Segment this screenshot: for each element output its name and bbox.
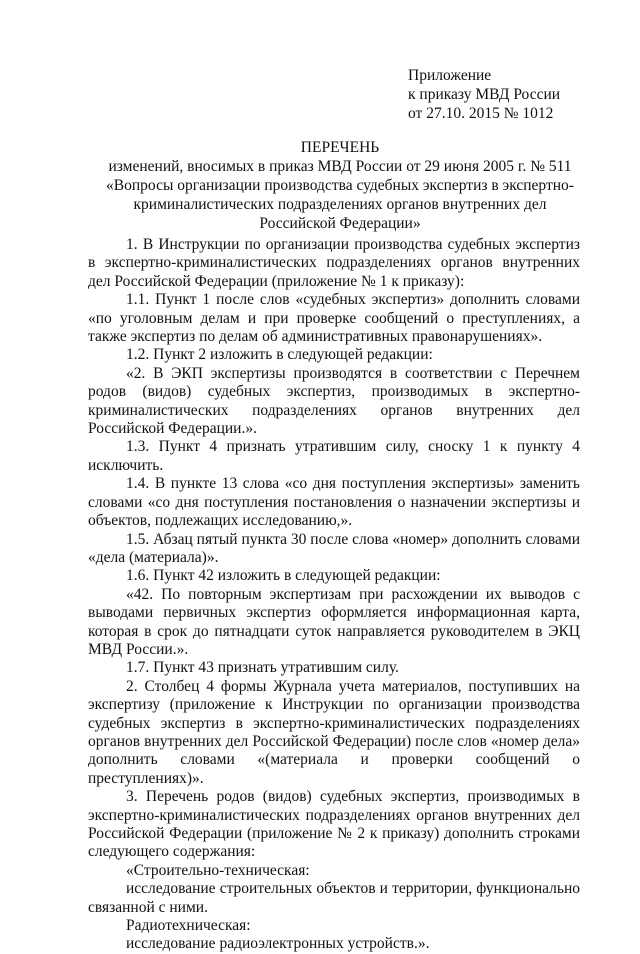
paragraph-1: 1. В Инструкции по организации производства судебных экспертиз в экспертно-криминалистических подразделениях органов внутренних дел Российской Федерации (приложение № 1 к приказу): (88, 236, 580, 290)
paragraph-1-3: 1.3. Пункт 4 признать утратившим силу, сноску 1 к пункту 4 исключить. (88, 438, 580, 474)
paragraph-3-item-1-text: исследование строительных объектов и территории, функционально связанной с ними. (88, 880, 580, 916)
paragraph-3-item-1: «Строительно-техническая: (126, 861, 310, 879)
heading-line-2: «Вопросы организации производства судебных экспертиз в экспертно- (106, 177, 574, 194)
paragraph-1-6-text: «42. По повторным экспертизам при расхождении их выводов с выводами первичных экспертиз оформляется информационная карта, которая в срок до пятнадцати суток направляется руководителем в ЭКЦ МВД России.». (88, 585, 580, 658)
appendix-order-ref: к приказу МВД России (408, 86, 561, 103)
paragraph-1-4: 1.4. В пункте 13 слова «со дня поступления экспертизы» заменить словами «со дня поступления постановления о назначении экспертизы и объектов, подлежащих исследованию,». (88, 475, 580, 530)
paragraph-3: 3. Перечень родов (видов) судебных экспертиз, производимых в экспертно-криминалистических подразделениях органов внутренних дел Российской Федерации (приложение № 2 к приказу) дополнить строками следующего содержания: (88, 788, 580, 861)
paragraph-3-item-2-text: исследование радиоэлектронных устройств.». (126, 935, 430, 953)
document-title: ПЕРЕЧЕНЬ (300, 139, 380, 156)
document-body (88, 236, 580, 954)
paragraph-1-2-text: «2. В ЭКП экспертизы производятся в соответствии с Перечнем родов (видов) судебных экспертиз, производимых в экспертно-криминалистических подразделениях органов внутренних дел Российской Федерации.». (88, 364, 580, 438)
paragraph-3-item-2: Радиотехническая: (126, 917, 251, 935)
appendix-order-date: от 27.10. 2015 № 1012 (408, 105, 554, 122)
paragraph-1-1: 1.1. Пункт 1 после слов «судебных экспертиз» дополнить словами «по уголовным делам и при проверке сообщений о преступлениях, а также экспертиз по делам об административных правонарушениях». (88, 291, 580, 346)
paragraph-1-6: 1.6. Пункт 42 изложить в следующей редакции: (126, 567, 441, 585)
heading-line-3: криминалистических подразделениях органов внутренних дел (133, 196, 547, 213)
paragraph-2: 2. Столбец 4 формы Журнала учета материалов, поступивших на экспертизу (приложение к Инструкции по организации производства судебных экспертиз в экспертно-криминалистических подразделениях органов внутренних дел Российской Федерации) после слов «номер дела» дополнить словами «(материала и проверки сообщений о преступлениях)». (88, 677, 580, 787)
heading-line-4: Российской Федерации» (259, 215, 421, 232)
appendix-block (408, 66, 560, 123)
heading-line-1: изменений, вносимых в приказ МВД России от 29 июня 2005 г. № 511 (108, 158, 572, 175)
paragraph-1-5: 1.5. Абзац пятый пункта 30 после слова «номер» дополнить словами «дела (материала)». (88, 530, 580, 566)
appendix-label: Приложение (408, 67, 492, 84)
paragraph-1-7: 1.7. Пункт 43 признать утратившим силу. (126, 659, 399, 677)
paragraph-1-2: 1.2. Пункт 2 изложить в следующей редакции: (126, 346, 433, 364)
document-heading (80, 138, 600, 233)
